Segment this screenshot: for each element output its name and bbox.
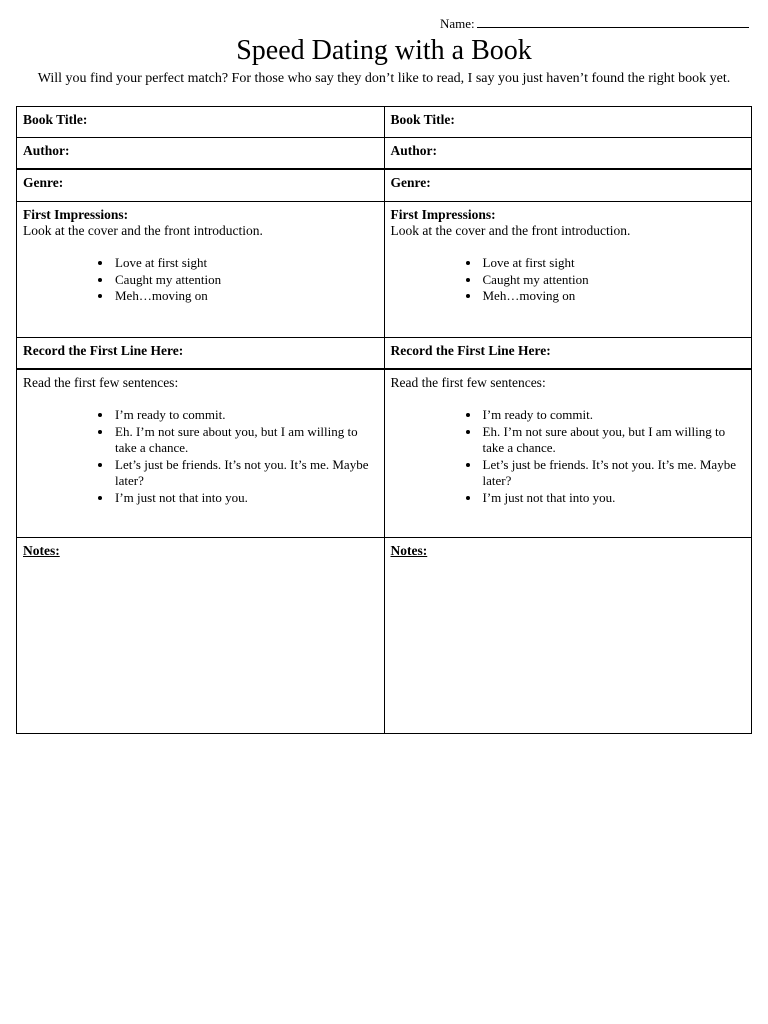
option-item[interactable]: • I’m just not that into you.: [113, 490, 373, 507]
notes-cell-2[interactable]: [384, 538, 752, 734]
first-line-label: Record the First Line Here:: [390, 343, 551, 358]
book-worksheet-table: [16, 106, 752, 734]
option-item[interactable]: • I’m ready to commit.: [113, 407, 373, 424]
sentences-options: [391, 407, 746, 506]
option-item[interactable]: • Caught my attention: [113, 272, 378, 289]
page-subtitle: Will you find your perfect match? For those who say they don’t like to read, I say you just haven’t found the right book yet.: [37, 71, 731, 86]
sentences-cell-1: [17, 369, 385, 538]
notes-label: Notes:: [23, 543, 60, 558]
book-title-cell-2[interactable]: [384, 107, 752, 138]
author-row: [17, 138, 752, 170]
name-field[interactable]: [440, 14, 749, 33]
notes-row: [17, 538, 752, 734]
genre-cell-2[interactable]: [384, 169, 752, 202]
first-line-row: [17, 338, 752, 370]
genre-label: Genre:: [23, 175, 64, 190]
option-item[interactable]: • I’m just not that into you.: [481, 490, 741, 507]
sentences-cell-2: [384, 369, 752, 538]
first-impressions-cell-1: [17, 202, 385, 338]
option-item[interactable]: • Meh…moving on: [113, 288, 378, 305]
book-title-label: Book Title:: [23, 112, 88, 127]
first-impressions-row: [17, 202, 752, 338]
first-line-label: Record the First Line Here:: [23, 343, 184, 358]
option-item[interactable]: • Eh. I’m not sure about you, but I am willing to take a chance.: [481, 424, 741, 457]
first-impressions-options: [391, 255, 746, 305]
book-title-cell-1[interactable]: [17, 107, 385, 138]
first-impressions-label: First Impressions:: [23, 207, 129, 222]
page-title: Speed Dating with a Book: [236, 35, 532, 66]
first-impressions-options: [23, 255, 378, 305]
author-label: Author:: [23, 143, 70, 158]
author-cell-1[interactable]: [17, 138, 385, 170]
genre-label: Genre:: [390, 175, 431, 190]
notes-cell-1[interactable]: [17, 538, 385, 734]
first-impressions-cell-2: [384, 202, 752, 338]
author-label: Author:: [390, 143, 437, 158]
author-cell-2[interactable]: [384, 138, 752, 170]
option-item[interactable]: • Meh…moving on: [481, 288, 746, 305]
first-line-cell-2[interactable]: [384, 338, 752, 370]
sentences-row: [17, 369, 752, 538]
first-impressions-instruction: Look at the cover and the front introduction.: [23, 223, 263, 238]
book-title-label: Book Title:: [390, 112, 455, 127]
option-item[interactable]: • Love at first sight: [481, 255, 746, 272]
option-item[interactable]: • Eh. I’m not sure about you, but I am willing to take a chance.: [113, 424, 373, 457]
notes-label: Notes:: [390, 543, 428, 558]
sentences-instruction: Read the first few sentences:: [23, 375, 179, 390]
name-label: Name:: [440, 16, 475, 31]
name-underline[interactable]: [477, 14, 749, 28]
option-item[interactable]: • Caught my attention: [481, 272, 746, 289]
genre-row: [17, 169, 752, 202]
book-title-row: [17, 107, 752, 138]
first-impressions-instruction: Look at the cover and the front introduction.: [390, 223, 631, 238]
option-item[interactable]: • Love at first sight: [113, 255, 378, 272]
sentences-instruction: Read the first few sentences:: [390, 375, 546, 390]
option-item[interactable]: • Let’s just be friends. It’s not you. It’s me. Maybe later?: [113, 457, 373, 490]
option-item[interactable]: • Let’s just be friends. It’s not you. It’s me. Maybe later?: [481, 457, 741, 490]
first-impressions-label: First Impressions:: [390, 207, 496, 222]
genre-cell-1[interactable]: [17, 169, 385, 202]
sentences-options: [23, 407, 378, 506]
option-item[interactable]: • I’m ready to commit.: [481, 407, 741, 424]
first-line-cell-1[interactable]: [17, 338, 385, 370]
